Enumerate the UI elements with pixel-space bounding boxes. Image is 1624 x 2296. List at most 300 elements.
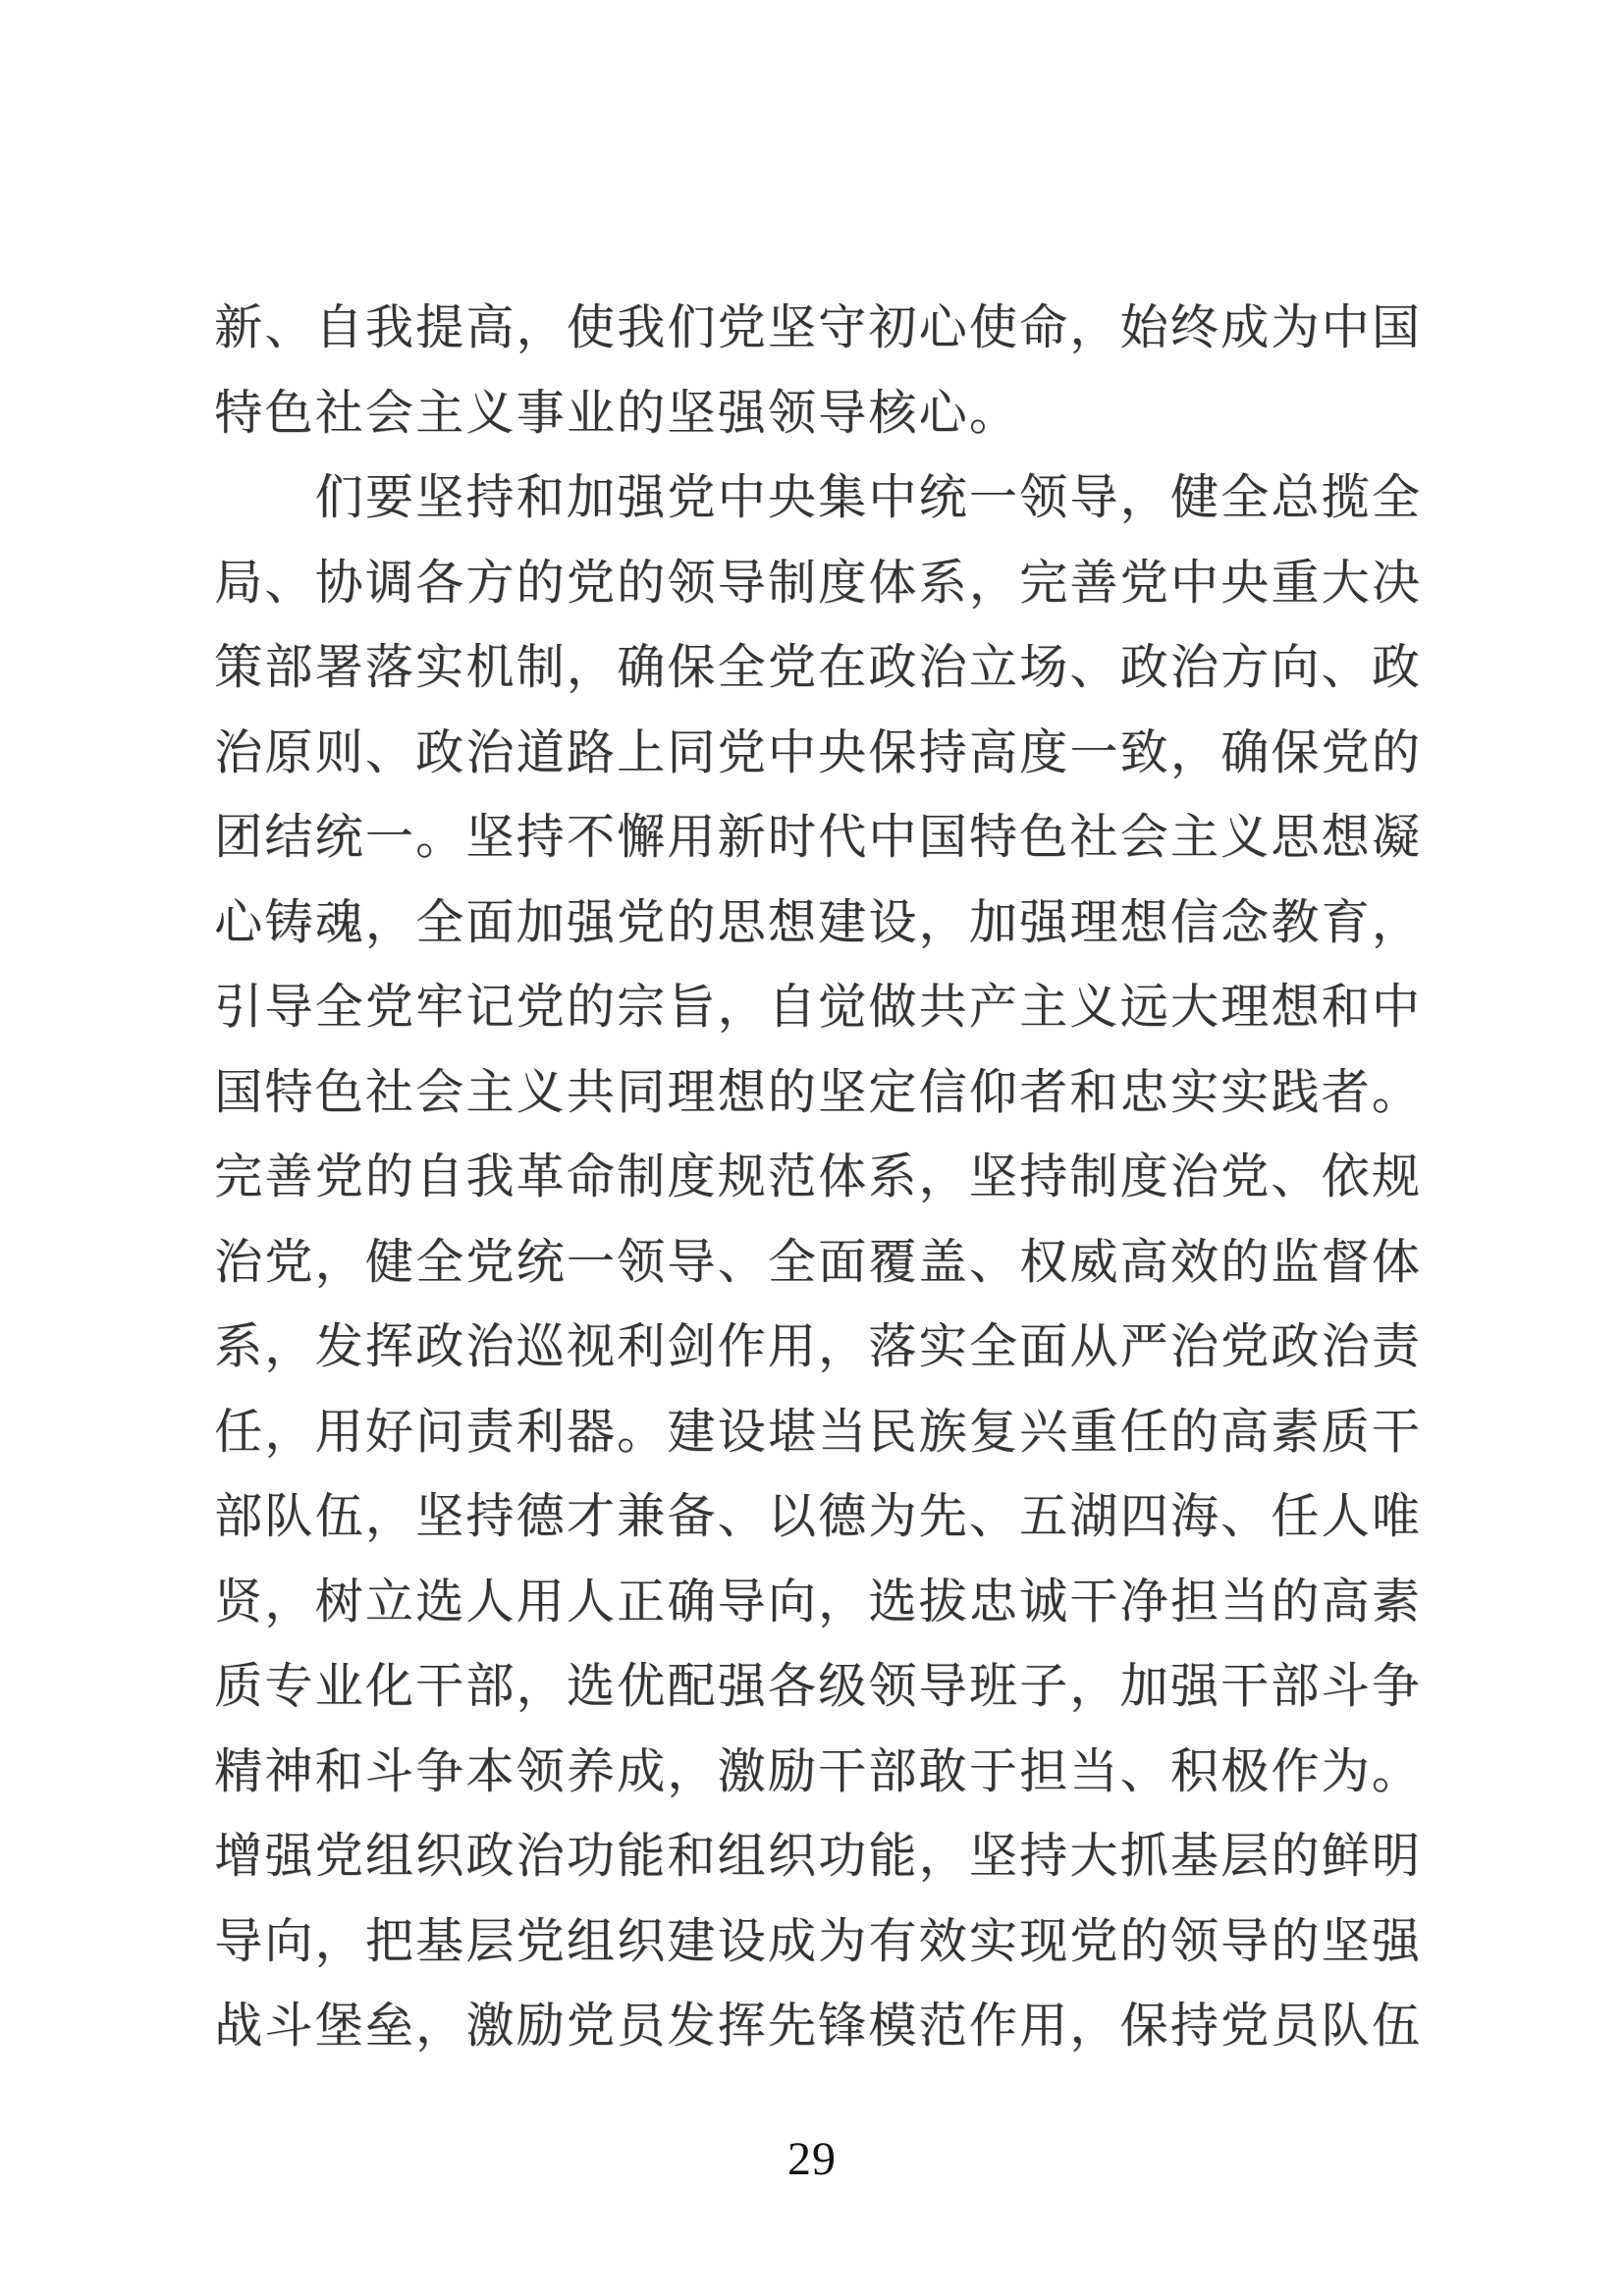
text-char: 锋 (818, 1999, 867, 2054)
text-char: 实 (1220, 1064, 1270, 1119)
text-char: 强 (1019, 894, 1068, 949)
text-line (213, 1726, 1421, 1811)
text-char: 战 (214, 1999, 263, 2054)
text-char: 为 (1271, 300, 1320, 355)
text-char: 挥 (717, 1999, 766, 2054)
text-char: 党 (364, 980, 413, 1035)
text-char: 自 (314, 300, 363, 355)
text-char: 高 (465, 300, 514, 355)
text-char: 全 (968, 1319, 1017, 1374)
text-char: 剑 (667, 1319, 716, 1374)
text-char: ， (314, 1913, 363, 1968)
text-char: 心 (214, 894, 263, 949)
text-char: 旨 (667, 980, 716, 1035)
text-char: 素 (1371, 1574, 1420, 1629)
text-char: 精 (214, 1743, 263, 1798)
text-char: 导 (1220, 1913, 1270, 1968)
text-char: 想 (767, 894, 816, 949)
text-char: 政 (465, 1829, 514, 1884)
text-char: 社 (314, 385, 363, 440)
text-char: 增 (214, 1829, 263, 1884)
text-char: 、 (1321, 640, 1370, 695)
text-char: 本 (465, 1743, 514, 1798)
text-char: 立 (968, 640, 1017, 695)
text-char: ， (364, 1489, 413, 1544)
text-char: 用 (767, 1319, 816, 1374)
text-char: 利 (515, 1404, 565, 1459)
text-char: ， (566, 640, 615, 695)
text-char: 原 (264, 724, 313, 779)
text-char: 的 (1371, 724, 1420, 779)
text-char: 主 (465, 1064, 514, 1119)
text-char: 上 (617, 724, 666, 779)
text-char: 觉 (818, 980, 867, 1035)
text-char: 、 (1271, 1149, 1320, 1204)
text-char: 国 (214, 1064, 263, 1119)
text-char: 于 (968, 1743, 1017, 1798)
text-char: 代 (818, 810, 867, 865)
text-char: 义 (1069, 980, 1118, 1035)
text-char: 极 (1220, 1743, 1270, 1798)
text-char: 视 (566, 1319, 615, 1374)
text-char: 依 (1321, 1149, 1370, 1204)
text-char: 器 (566, 1404, 615, 1459)
text-char: 兼 (617, 1489, 666, 1544)
text-char: 产 (968, 980, 1017, 1035)
text-char: 导 (1069, 470, 1118, 525)
text-char: 宗 (617, 980, 666, 1035)
text-char: 党 (717, 300, 766, 355)
text-char: 加 (515, 894, 565, 949)
text-char: 者 (1019, 1064, 1068, 1119)
text-char: 业 (314, 1659, 363, 1714)
text-char: 想 (1119, 894, 1168, 949)
text-char: 先 (767, 1999, 816, 2054)
text-char: 四 (1119, 1489, 1168, 1544)
text-char: 贤 (214, 1574, 263, 1629)
text-char: 员 (1271, 1999, 1320, 2054)
text-char: 信 (918, 1064, 967, 1119)
text-char: 的 (1271, 1574, 1320, 1629)
text-char: 持 (515, 810, 565, 865)
text-char: 民 (868, 1404, 917, 1459)
text-char: 时 (767, 810, 816, 865)
text-char: 盖 (918, 1234, 967, 1289)
text-char: 范 (767, 1149, 816, 1204)
text-char: 决 (1371, 555, 1420, 610)
text-char: 党 (314, 1149, 363, 1204)
text-char: 使 (968, 300, 1017, 355)
text-char: 、 (264, 300, 313, 355)
text-char: 我 (465, 1149, 514, 1204)
text-char: 政 (868, 640, 917, 695)
text-char: 权 (1019, 1234, 1068, 1289)
text-char: 能 (617, 1829, 666, 1884)
text-char: 设 (717, 1404, 766, 1459)
text-char: 一 (968, 470, 1017, 525)
text-char: 为 (1321, 1743, 1370, 1798)
text-char: 激 (465, 1999, 514, 2054)
text-char: 治 (465, 1319, 514, 1374)
text-char: 的 (617, 555, 666, 610)
text-char: 中 (1321, 300, 1370, 355)
text-char: 现 (1019, 1913, 1068, 1968)
text-line (213, 961, 1421, 1046)
text-char: 质 (1321, 1404, 1370, 1459)
text-char: 织 (617, 1913, 666, 1968)
text-char: 选 (415, 1574, 464, 1629)
text-char: 局 (214, 555, 263, 610)
text-char: 向 (264, 1913, 313, 1968)
text-char: 的 (1271, 1913, 1320, 1968)
text-char: 使 (566, 300, 615, 355)
text-char: 重 (1069, 1404, 1118, 1459)
text-char: ， (667, 1743, 716, 1798)
text-char: 。 (415, 810, 464, 865)
text-char: 中 (1169, 555, 1218, 610)
text-char: 建 (667, 1913, 716, 1968)
text-char: 主 (1169, 810, 1218, 865)
text-char: 的 (667, 894, 716, 949)
text-char: 度 (667, 1149, 716, 1204)
text-char: 持 (1019, 1829, 1068, 1884)
text-char: 激 (717, 1743, 766, 1798)
text-line (213, 537, 1421, 622)
text-char: 义 (1220, 810, 1270, 865)
text-line (213, 1556, 1421, 1641)
text-char: 们 (667, 300, 716, 355)
text-char: 发 (314, 1319, 363, 1374)
text-char: 强 (264, 1829, 313, 1884)
text-char: 善 (264, 1149, 313, 1204)
text-char: 结 (264, 810, 313, 865)
text-char: 领 (1019, 470, 1068, 525)
text-char: 的 (1271, 1829, 1320, 1884)
text-char: 部 (264, 640, 313, 695)
text-char: 统 (918, 470, 967, 525)
text-char: ， (415, 1999, 464, 2054)
text-char: 效 (918, 1913, 967, 1968)
text-char: 、 (364, 724, 413, 779)
text-char: 政 (1371, 640, 1420, 695)
text-char: 覆 (868, 1234, 917, 1289)
text-char: 、 (1119, 1743, 1168, 1798)
text-char: 设 (868, 894, 917, 949)
text-char: 坚 (968, 1829, 1017, 1884)
text-char: 想 (717, 1064, 766, 1119)
text-char: 正 (617, 1574, 666, 1629)
text-char: 善 (1069, 555, 1118, 610)
text-char: 、 (1220, 1489, 1270, 1544)
text-char: 坚 (818, 1064, 867, 1119)
text-char: 模 (868, 1999, 917, 2054)
text-char: ， (1069, 1659, 1118, 1714)
text-char: 治 (918, 640, 967, 695)
text-char: 国 (918, 810, 967, 865)
text-char: 保 (667, 640, 716, 695)
text-char: 中 (868, 470, 917, 525)
text-char: 落 (868, 1319, 917, 1374)
text-char: 领 (667, 555, 716, 610)
text-char: 备 (667, 1489, 716, 1544)
text-char: 制 (515, 640, 565, 695)
page-footer (0, 2132, 1624, 2186)
text-char: 建 (667, 1404, 716, 1459)
text-char: 领 (515, 1743, 565, 1798)
text-line (213, 1640, 1421, 1726)
text-char: 记 (465, 980, 514, 1035)
text-char: 好 (364, 1404, 413, 1459)
text-line (213, 1131, 1421, 1216)
text-char: 的 (566, 980, 615, 1035)
page-number: 29 (787, 2133, 837, 2185)
text-char: 领 (617, 1234, 666, 1289)
text-char: ， (1371, 894, 1420, 949)
text-char: 建 (818, 894, 867, 949)
text-char: 社 (1069, 810, 1118, 865)
text-char: 从 (1069, 1319, 1118, 1374)
text-char: 党 (264, 1234, 313, 1289)
text-char: 保 (868, 724, 917, 779)
text-char: 持 (918, 724, 967, 779)
text-char: 强 (566, 894, 615, 949)
text-char: 复 (968, 1404, 1017, 1459)
text-char: 高 (1321, 1574, 1370, 1629)
text-char: 自 (767, 980, 816, 1035)
text-char: 路 (566, 724, 615, 779)
text-char: 政 (1119, 640, 1168, 695)
text-char: 统 (314, 810, 363, 865)
text-char: 当 (1220, 1574, 1270, 1629)
text-char: 同 (617, 1064, 666, 1119)
text-char: 拔 (918, 1574, 967, 1629)
text-char: 系 (918, 555, 967, 610)
text-char: 争 (415, 1743, 464, 1798)
text-char: 仰 (968, 1064, 1017, 1119)
text-char: 立 (364, 1574, 413, 1629)
text-char: 责 (1371, 1319, 1420, 1374)
text-char: 设 (717, 1913, 766, 1968)
text-char: 念 (1220, 894, 1270, 949)
text-char: 人 (465, 1574, 514, 1629)
text-char: 能 (868, 1829, 917, 1884)
text-char: ， (364, 894, 413, 949)
text-char: 各 (415, 555, 464, 610)
text-char: 政 (415, 1319, 464, 1374)
text-char: 任 (1119, 1404, 1168, 1459)
text-char: 严 (1119, 1319, 1168, 1374)
text-char: 保 (1119, 1999, 1168, 2054)
text-char: 和 (1069, 1064, 1118, 1119)
text-char: 和 (515, 470, 565, 525)
text-char: 特 (264, 1064, 313, 1119)
text-char: 、 (264, 555, 313, 610)
text-char: 确 (617, 640, 666, 695)
text-char: 策 (214, 640, 263, 695)
text-char: 的 (515, 555, 565, 610)
text-line (213, 1046, 1421, 1132)
text-char: 化 (364, 1659, 413, 1714)
text-char: 基 (415, 1913, 464, 1968)
text-char: 斗 (1321, 1659, 1370, 1714)
text-char: 鲜 (1321, 1829, 1370, 1884)
text-char: 党 (1220, 1149, 1270, 1204)
text-char: 重 (1271, 555, 1320, 610)
text-char: 励 (767, 1743, 816, 1798)
text-char: ， (1069, 300, 1118, 355)
text-char: 党 (314, 1829, 363, 1884)
text-char: ， (818, 1574, 867, 1629)
text-char: 一 (1069, 724, 1118, 779)
text-char: 央 (767, 470, 816, 525)
text-char: 组 (364, 1829, 413, 1884)
text-char: 层 (1220, 1829, 1270, 1884)
text-char: 高 (1220, 1404, 1270, 1459)
text-char: 坚 (968, 1149, 1017, 1204)
text-line (213, 877, 1421, 962)
text-char: 高 (968, 724, 1017, 779)
text-char: 党 (767, 640, 816, 695)
text-char: 队 (1321, 1999, 1370, 2054)
text-char: 规 (717, 1149, 766, 1204)
text-char: 党 (1220, 1999, 1270, 2054)
text-char: 持 (1019, 1149, 1068, 1204)
text-char: 命 (1019, 300, 1068, 355)
text-char: 命 (566, 1149, 615, 1204)
text-char: 。 (1371, 1743, 1420, 1798)
text-char: 组 (566, 1913, 615, 1968)
text-char: 争 (1371, 1659, 1420, 1714)
text-char: 牢 (415, 980, 464, 1035)
text-char: 配 (667, 1659, 716, 1714)
text-char: 治 (1169, 1319, 1218, 1374)
text-char: 党 (1220, 1319, 1270, 1374)
text-char: 团 (214, 810, 263, 865)
text-char: 先 (918, 1489, 967, 1544)
text-char: 心 (918, 300, 967, 355)
text-char: 当 (1069, 1743, 1118, 1798)
text-char: 诚 (1019, 1574, 1068, 1629)
text-char: 魂 (314, 894, 363, 949)
text-char: 总 (1271, 470, 1320, 525)
text-char: 想 (1321, 810, 1370, 865)
text-char: 方 (1220, 640, 1270, 695)
text-char: 致 (1119, 724, 1168, 779)
text-char: 。 (1371, 1064, 1420, 1119)
text-char: 、 (968, 1234, 1017, 1289)
text-char: 、 (968, 1489, 1017, 1544)
text-char: 功 (818, 1829, 867, 1884)
text-char: 湖 (1069, 1489, 1118, 1544)
text-char: 用 (1019, 1999, 1068, 2054)
text-char: ， (264, 1574, 313, 1629)
text-char: 业 (566, 385, 615, 440)
text-char: 完 (1019, 555, 1068, 610)
text-char: 才 (566, 1489, 615, 1544)
text-char: 全 (1220, 470, 1270, 525)
text-char: 大 (1169, 980, 1218, 1035)
text-char: 社 (364, 1064, 413, 1119)
text-line (213, 1470, 1421, 1556)
text-char: 道 (515, 724, 565, 779)
text-char: 度 (1119, 1149, 1168, 1204)
text-char: 质 (214, 1659, 263, 1714)
text-char: 在 (818, 640, 867, 695)
text-char: 组 (717, 1829, 766, 1884)
text-char: ， (1119, 470, 1168, 525)
text-char: 、 (1069, 640, 1118, 695)
text-char: 铸 (264, 894, 313, 949)
text-char: 党 (515, 980, 565, 1035)
text-char: 我 (364, 300, 413, 355)
text-char: 把 (364, 1913, 413, 1968)
text-char: 国 (1371, 300, 1420, 355)
text-char: 用 (667, 810, 716, 865)
text-char: 队 (264, 1489, 313, 1544)
text-char: 治 (214, 1234, 263, 1289)
text-char: 初 (868, 300, 917, 355)
text-char: 功 (566, 1829, 615, 1884)
text-char: 全 (767, 1234, 816, 1289)
text-char: 的 (1169, 1404, 1218, 1459)
text-char: 利 (617, 1319, 666, 1374)
text-char: 有 (868, 1913, 917, 1968)
text-char: 党 (717, 724, 766, 779)
text-char: 挥 (364, 1319, 413, 1374)
text-char: 织 (415, 1829, 464, 1884)
text-char: 健 (1169, 470, 1218, 525)
text-char: 导 (667, 1234, 716, 1289)
text-char: 新 (214, 300, 263, 355)
text-char: 坚 (415, 470, 464, 525)
text-char: 高 (1119, 1234, 1168, 1289)
text-char: 核 (868, 385, 917, 440)
text-char: 革 (515, 1149, 565, 1204)
text-char: 神 (264, 1743, 313, 1798)
text-char: 会 (364, 385, 413, 440)
text-char: 治 (1169, 640, 1218, 695)
text-char: 的 (1119, 1913, 1168, 1968)
text-char: 级 (818, 1659, 867, 1714)
text-char: 度 (1019, 724, 1068, 779)
text-char: 会 (1119, 810, 1168, 865)
text-line (213, 707, 1421, 792)
text-char: 一 (566, 1234, 615, 1289)
text-char: 加 (1119, 1659, 1168, 1714)
text-char: ， (264, 1319, 313, 1374)
text-char: 中 (1371, 980, 1420, 1035)
text-char: 导 (214, 1913, 263, 1968)
text-char: 干 (1220, 1659, 1270, 1714)
text-char: 思 (717, 894, 766, 949)
text-char: 保 (1271, 724, 1320, 779)
text-char: 敢 (918, 1743, 967, 1798)
text-char: 中 (868, 810, 917, 865)
text-char: 优 (617, 1659, 666, 1714)
text-char: 励 (515, 1999, 565, 2054)
text-char: 体 (1371, 1234, 1420, 1289)
text-char: 署 (314, 640, 363, 695)
text-char: 始 (1119, 300, 1168, 355)
text-char: 作 (968, 1999, 1017, 2054)
text-char: 导 (717, 555, 766, 610)
text-char: 各 (767, 1659, 816, 1714)
text-char: ， (918, 1149, 967, 1204)
text-char: 忠 (1119, 1064, 1168, 1119)
text-char: 治 (1321, 1319, 1370, 1374)
text-char: 揽 (1321, 470, 1370, 525)
text-char: 们 (314, 470, 363, 525)
